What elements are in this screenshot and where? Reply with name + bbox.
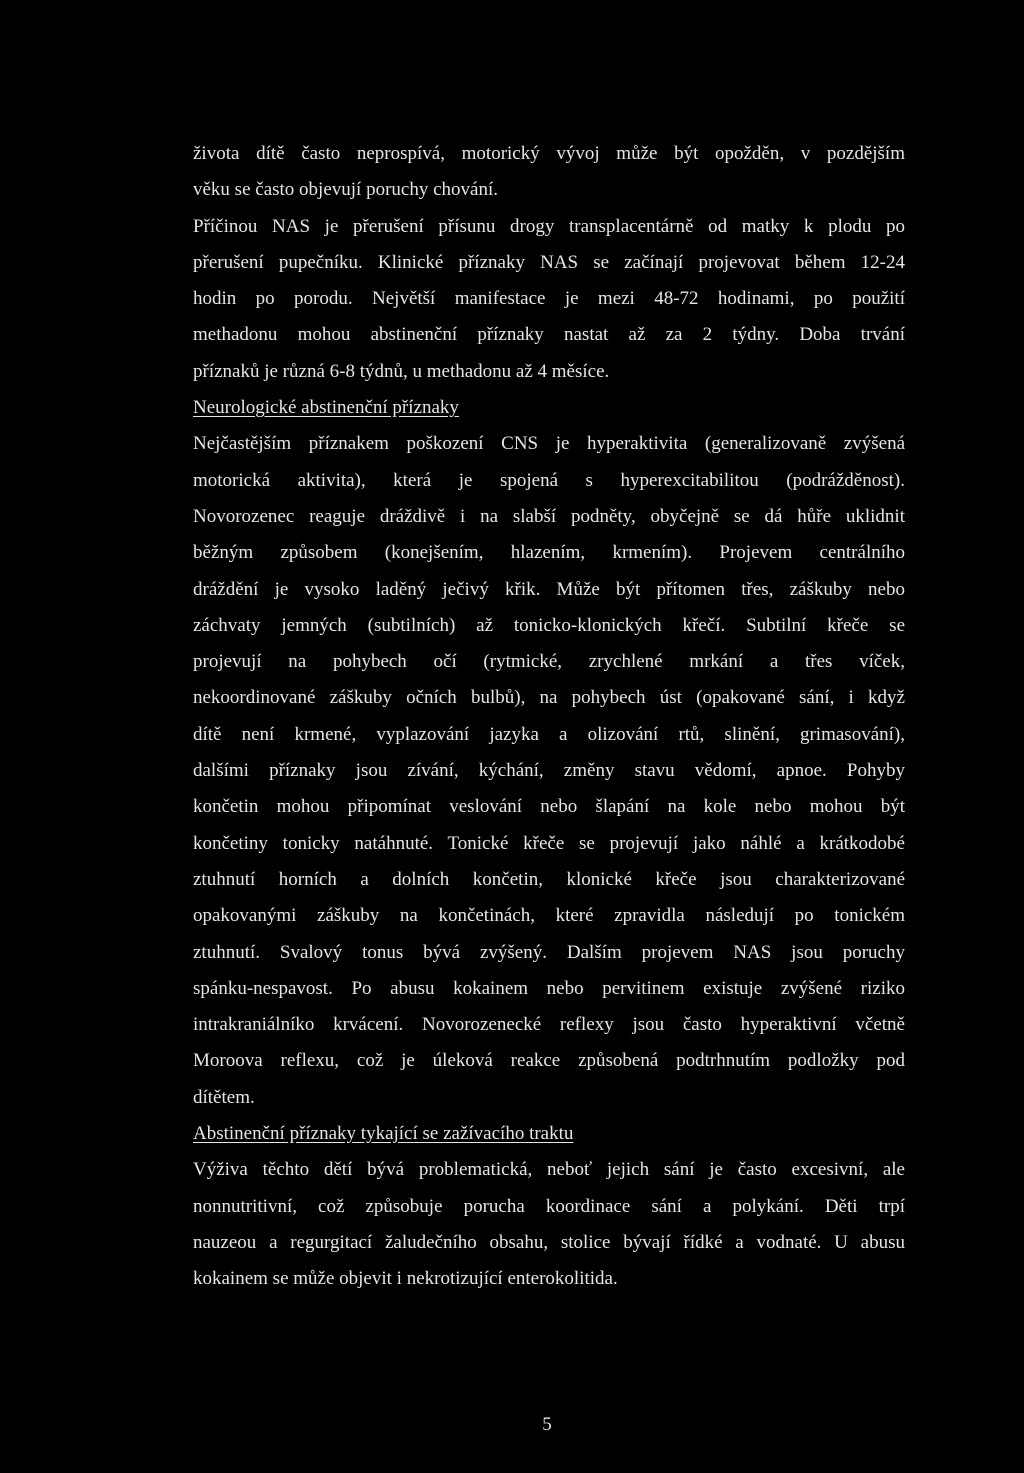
text-line: záchvaty jemných (subtilních) až tonicko-klonických křečí. Subtilní křeče se <box>193 614 905 636</box>
text-line: nauzeou a regurgitací žaludečního obsahu, stolice bývají řídké a vodnaté. U abusu <box>193 1231 905 1253</box>
text-line: methadonu mohou abstinenční příznaky nastat až za 2 týdny. Doba trvání <box>193 324 905 346</box>
text-line: ztuhnutí. Svalový tonus bývá zvýšený. Dalším projevem NAS jsou poruchy <box>193 941 905 963</box>
text-line: věku se často objevují poruchy chování. <box>193 179 498 201</box>
text-line: dítě není krmené, vyplazování jazyka a olizování rtů, slinění, grimasování), <box>193 723 905 745</box>
text-line: hodin po porodu. Největší manifestace je mezi 48-72 hodinami, po použití <box>193 288 905 310</box>
text-line: Moroova reflexu, což je úleková reakce způsobená podtrhnutím podložky pod <box>193 1050 905 1072</box>
text-line: končetin mohou připomínat veslování nebo šlapání na kole nebo mohou být <box>193 796 905 818</box>
page-number: 5 <box>542 1414 552 1435</box>
paragraph-2 <box>193 209 905 390</box>
text-line: běžným způsobem (konejšením, hlazením, krmením). Projevem centrálního <box>193 542 905 564</box>
text-line: života dítě často neprospívá, motorický vývoj může být opožděn, v pozdějším <box>193 143 905 164</box>
paragraph-1 <box>193 136 905 209</box>
text-line: kokainem se může objevit i nekrotizující enterokolitida. <box>193 1268 618 1290</box>
text-line: motorická aktivita), která je spojená s hyperexcitabilitou (podrážděnost). <box>193 469 905 491</box>
text-line: projevují na pohybech očí (rytmické, zrychlené mrkání a třes víček, <box>193 651 905 673</box>
text-line: opakovanými záškuby na končetinách, které zpravidla následují po tonickém <box>193 905 905 927</box>
text-line: dráždění je vysoko laděný ječivý křik. Může být přítomen třes, záškuby nebo <box>193 578 905 600</box>
section-heading: Neurologické abstinenční příznaky <box>193 397 459 419</box>
text-line: ztuhnutí horních a dolních končetin, klonické křeče jsou charakterizované <box>193 868 905 890</box>
section-neurological <box>193 390 905 1116</box>
text-line: intrakraniálníko krvácení. Novorozenecké reflexy jsou často hyperaktivní včetně <box>193 1014 905 1036</box>
text-line: Novorozenec reaguje dráždivě i na slabší podněty, obyčejně se dá hůře uklidnit <box>193 505 905 527</box>
text-line: nekoordinované záškuby očních bulbů), na pohybech úst (opakované sání, i když <box>193 687 905 709</box>
text-line: nonnutritivní, což způsobuje porucha koordinace sání a polykání. Děti trpí <box>193 1195 905 1217</box>
section-heading: Abstinenční příznaky tykající se zažívacího traktu <box>193 1123 574 1145</box>
text-line: spánku-nespavost. Po abusu kokainem nebo pervitinem existuje zvýšené riziko <box>193 977 905 999</box>
document-body <box>193 136 905 1298</box>
text-line: přerušení pupečníku. Klinické příznaky NAS se začínají projevovat během 12-24 <box>193 251 905 273</box>
text-line: dalšími příznaky jsou zívání, kýchání, změny stavu vědomí, apnoe. Pohyby <box>193 760 905 782</box>
text-line: dítětem. <box>193 1086 255 1108</box>
text-line: končetiny tonicky natáhnuté. Tonické křeče se projevují jako náhlé a krátkodobé <box>193 832 905 854</box>
section-digestive <box>193 1116 905 1297</box>
text-line: Příčinou NAS je přerušení přísunu drogy transplacentárně od matky k plodu po <box>193 215 905 237</box>
text-line: příznaků je různá 6-8 týdnů, u methadonu až 4 měsíce. <box>193 360 610 382</box>
text-line: Nejčastějším příznakem poškození CNS je hyperaktivita (generalizovaně zvýšená <box>193 433 905 455</box>
text-line: Výživa těchto dětí bývá problematická, neboť jejich sání je často excesivní, ale <box>193 1159 905 1181</box>
